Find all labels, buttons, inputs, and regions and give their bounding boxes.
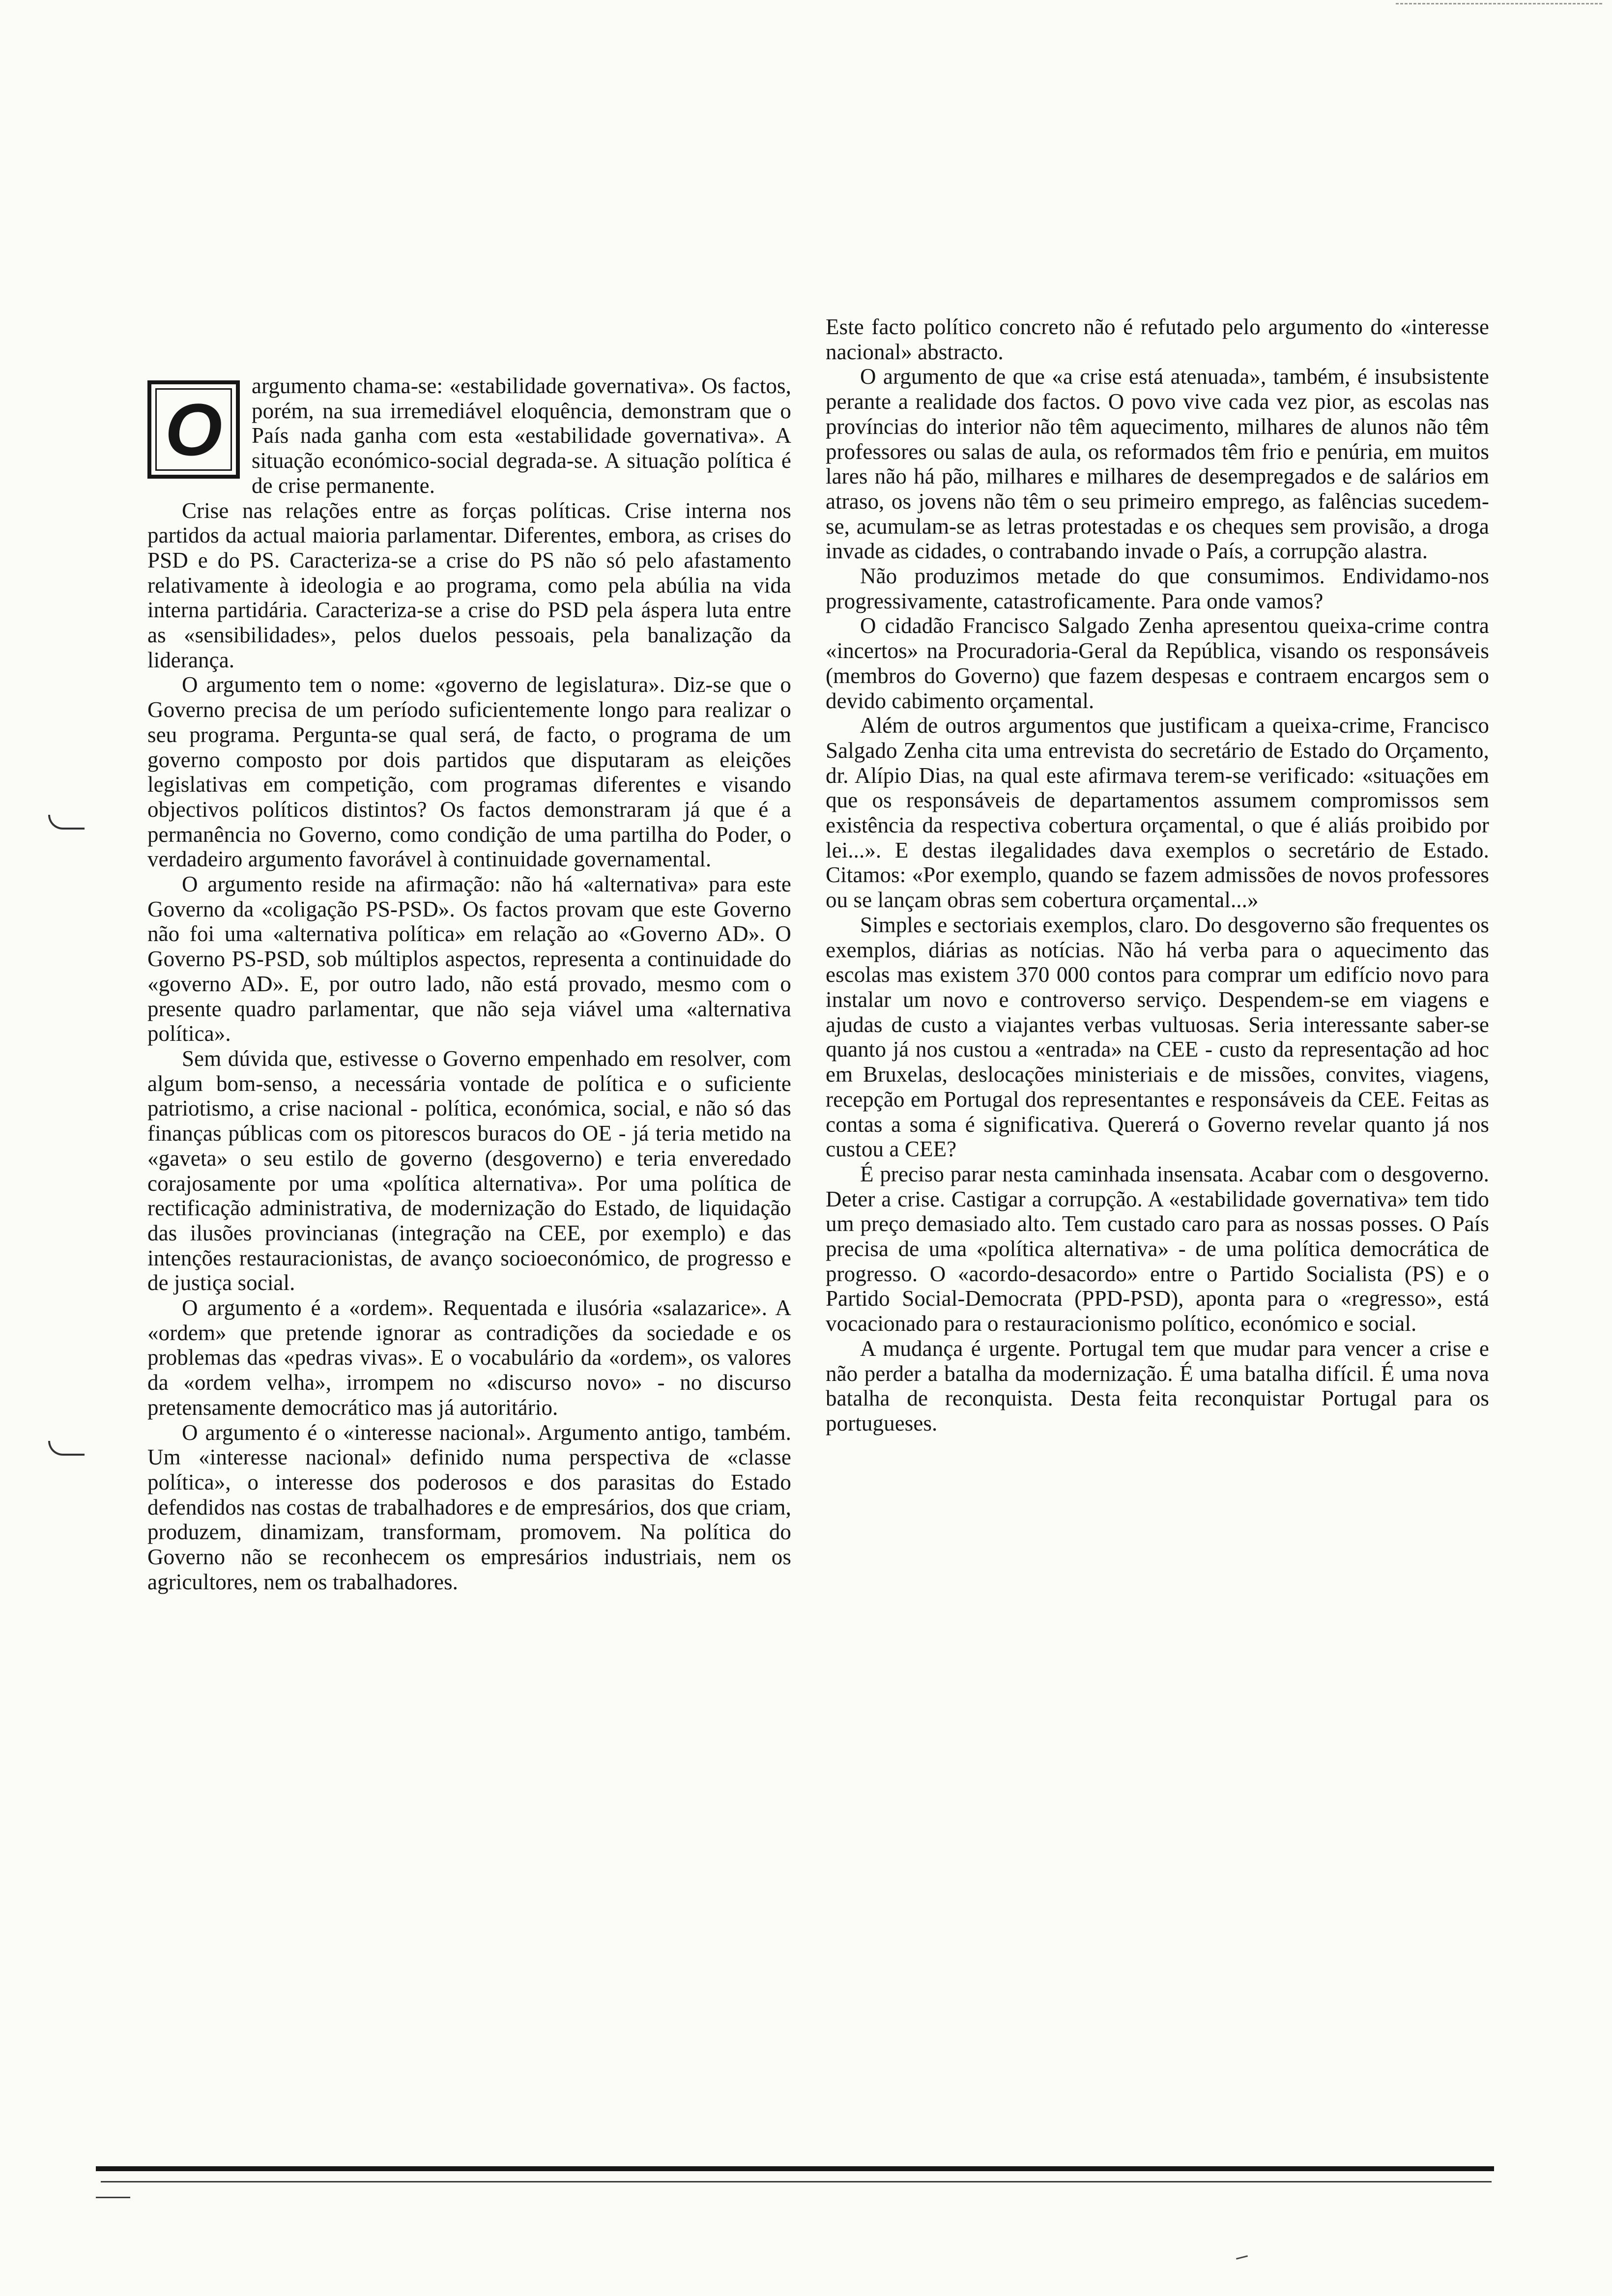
bottom-rule-thick [96, 2166, 1494, 2171]
bottom-rule-short [96, 2197, 130, 2198]
left-column [147, 373, 791, 1594]
paragraph-right-1: Este facto político concreto não é refutado pelo argumento do «interesse nacional» abstracto. [826, 315, 1489, 364]
drop-cap-frame [147, 380, 240, 479]
scan-edge-mark [1396, 3, 1602, 4]
paragraph-left-4: O argumento reside na afirmação: não há «alternativa» para este Governo da «coligação PS-PSD». Os factos provam que este Governo não foi uma «alternativa política» em relação ao «Governo AD». O Governo PS-PSD, sob múltiplos aspectos, representa a continuidade do «governo AD». E, por outro lado, não está provado, mesmo com o presente quadro parlamentar, que não seja viável uma «alternativa política». [147, 872, 791, 1046]
drop-cap-letter: O [155, 388, 232, 471]
bottom-rule-thin [101, 2181, 1492, 2182]
paragraph-left-5: Sem dúvida que, estivesse o Governo empenhado em resolver, com algum bom-senso, a necessária vontade de política e o suficiente patriotismo, a crise nacional - política, económica, social, e não só das finanças públicas com os pitorescos buracos do OE - já teria metido na «gaveta» o seu estilo de governo (desgoverno) e teria enveredado corajosamente por uma «política alternativa». Por uma política de rectificação administrativa, de modernização do Estado, de liquidação das ilusões provincianas (integração na CEE, por exemplo) e das intenções restauracionistas, de avanço socioeconómico, de progresso e de justiça social. [147, 1046, 791, 1295]
paragraph-left-2: Crise nas relações entre as forças políticas. Crise interna nos partidos da actual maioria parlamentar. Diferentes, embora, as crises do PSD e do PS. Caracteriza-se a crise do PS não só pelo afastamento relativamente à ideologia e ao programa, como pela abúlia na vida interna partidária. Caracteriza-se a crise do PSD pela áspera luta entre as «sensibilidades», pelos duelos pessoais, pela banalização da liderança. [147, 498, 791, 672]
paragraph-left-6: O argumento é a «ordem». Requentada e ilusória «salazarice». A «ordem» que pretende ignorar as contradições da sociedade e os problemas das «pedras vivas». E o vocabulário da «ordem», os valores da «ordem velha», irrompem no «discurso novo» - no discurso pretensamente democrático mas já autoritário. [147, 1295, 791, 1420]
paragraph-right-3: Não produzimos metade do que consumimos. Endividamo-nos progressivamente, catastroficamente. Para onde vamos? [826, 564, 1489, 613]
paragraph-right-5: Além de outros argumentos que justificam a queixa-crime, Francisco Salgado Zenha cita uma entrevista do secretário de Estado do Orçamento, dr. Alípio Dias, na qual este afirmava terem-se verificado: «situações em que os responsáveis de departamentos assumem compromissos sem existência da respectiva cobertura orçamental, o que é aliás proibido por lei...». E destas ilegalidades dava exemplos o secretário de Estado. Citamos: «Por exemplo, quando se fazem admissões de novos professores ou se lançam obras sem cobertura orçamental...» [826, 713, 1489, 913]
paragraph-right-2: O argumento de que «a crise está atenuada», também, é insubsistente perante a realidade dos factos. O povo vive cada vez pior, as escolas nas províncias do interior não têm aquecimento, milhares de alunos não têm professores ou salas de aula, os reformados têm frio e penúria, em muitos lares não há pão, milhares e milhares de desempregados e de salários em atraso, os jovens não têm o seu primeiro emprego, as falências sucedem-se, acumulam-se as letras protestadas e os cheques sem provisão, a droga invade as cidades, o contrabando invade o País, a corrupção alastra. [826, 364, 1489, 564]
paragraph-left-7: O argumento é o «interesse nacional». Argumento antigo, também. Um «interesse nacional» definido numa perspectiva de «classe política», o interesse dos poderosos e dos parasitas do Estado defendidos nas costas de trabalhadores e de empresários, dos que criam, produzem, dinamizam, transformam, promovem. Na política do Governo não se reconhecem os empresários industriais, nem os agricultores, nem os trabalhadores. [147, 1420, 791, 1594]
paragraph-left-3: O argumento tem o nome: «governo de legislatura». Diz-se que o Governo precisa de um período suficientemente longo para realizar o seu programa. Pergunta-se qual será, de facto, o programa de um governo composto por dois partidos que disputaram as eleições legislativas em competição, com programas diferentes e visando objectivos políticos distintos? Os factos demonstraram já que é a permanência no Governo, como condição de uma partilha do Poder, o verdadeiro argumento favorável à continuidade governamental. [147, 672, 791, 872]
paragraph-left-1: argumento chama-se: «estabilidade governativa». Os factos, porém, na sua irremediável eloquência, demonstram que o País nada ganha com esta «estabilidade governativa». A situação económico-social degrada-se. A situação política é de crise permanente. [252, 373, 791, 498]
paragraph-right-6: Simples e sectoriais exemplos, claro. Do desgoverno são frequentes os exemplos, diárias as notícias. Não há verba para o aquecimento das escolas mas existem 370 000 contos para comprar um edifício novo para instalar um novo e controverso serviço. Despendem-se em viagens e ajudas de custo a viajantes verbas vultuosas. Seria interessante saber-se quanto já nos custou a «entrada» na CEE - custo da representação ad hoc em Bruxelas, deslocações ministeriais e de missões, convites, viagens, recepção em Portugal dos representantes e responsáveis da CEE. Feitas as contas a soma é significativa. Quererá o Governo revelar quanto já nos custou a CEE? [826, 912, 1489, 1162]
right-column [826, 315, 1489, 1436]
paragraph-right-4: O cidadão Francisco Salgado Zenha apresentou queixa-crime contra «incertos» na Procuradoria-Geral da República, visando os responsáveis (membros do Governo) que fazem despesas e contraem encargos sem o devido cabimento orçamental. [826, 613, 1489, 713]
margin-pencil-mark [48, 1441, 85, 1456]
margin-pencil-mark [48, 815, 85, 830]
paragraph-right-7: É preciso parar nesta caminhada insensata. Acabar com o desgoverno. Deter a crise. Castigar a corrupção. A «estabilidade governativa» tem tido um preço demasiado alto. Tem custado caro para as nossas posses. O País precisa de uma «política alternativa» - de uma política democrática de progresso. O «acordo-desacordo» entre o Partido Socialista (PS) e o Partido Social-Democrata (PPD-PSD), aponta para o «regresso», está vocacionado para o restauracionismo político, económico e social. [826, 1161, 1489, 1336]
scan-speck [1236, 2255, 1248, 2260]
paragraph-right-8: A mudança é urgente. Portugal tem que mudar para vencer a crise e não perder a batalha da modernização. É uma batalha difícil. É uma nova batalha de reconquista. Desta feita reconquistar Portugal para os portugueses. [826, 1336, 1489, 1435]
